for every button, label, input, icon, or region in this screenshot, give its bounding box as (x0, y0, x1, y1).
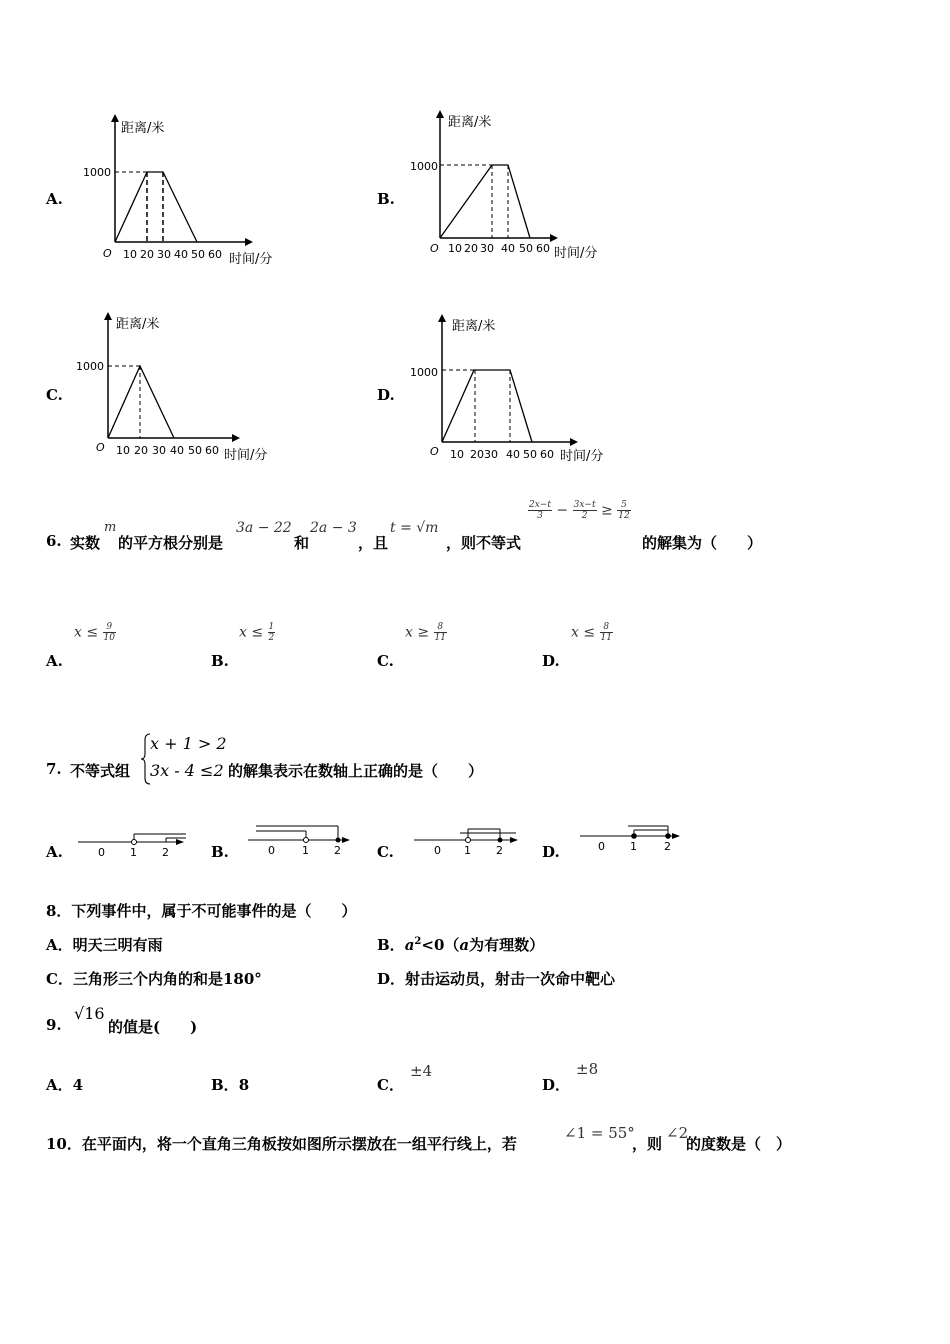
q5-b-xlabel: 时间/分 (554, 246, 598, 261)
q5-b-xt3: 30 (480, 242, 494, 255)
q6-b-den: 2 (268, 633, 275, 643)
q5-b-ytick: 1000 (410, 160, 438, 173)
q9-a-val: 4 (72, 1076, 84, 1094)
q6-text-1: 实数 (70, 534, 101, 552)
q5-a-xlabel: 时间/分 (229, 252, 273, 267)
q5-option-d-label[interactable]: D. (377, 386, 395, 404)
q5-d-xt6: 60 (540, 448, 554, 461)
q6-option-b-label[interactable]: B. (211, 652, 229, 670)
q6-c-den: 11 (434, 633, 446, 643)
q5-d-origin: O (430, 445, 439, 458)
q5-c-xt6: 60 (205, 444, 219, 457)
q6-expr-1: 3a − 22 (236, 520, 292, 536)
q6-a-den: 10 (103, 633, 115, 643)
q5-d-xt2: 20 (470, 448, 484, 461)
q9-stem: 的值是( ) (108, 1018, 198, 1036)
q6-ineq-d3: 12 (618, 511, 630, 521)
q5-c-xt5: 50 (188, 444, 202, 457)
q7-option-a-label[interactable]: A. (46, 843, 63, 861)
q6-ineq-minus: − (556, 502, 569, 519)
q5-d-ylabel: 距离/米 (452, 319, 496, 334)
q6-b-pre: x ≤ (239, 624, 264, 641)
q5-graph-a (83, 112, 285, 272)
q9-option-b[interactable] (211, 1074, 249, 1095)
q7-a-t2: 2 (162, 846, 169, 859)
q9-option-c-label[interactable]: C． (377, 1076, 404, 1094)
q10-text-1: 10．在平面内，将一个直角三角板按如图所示摆放在一组平行线上，若 (46, 1135, 517, 1153)
q5-a-xt4: 40 (174, 248, 188, 261)
q5-c-xt2: 20 (134, 444, 148, 457)
q7-number-line-a (76, 826, 196, 860)
q5-c-xt1: 10 (116, 444, 130, 457)
q7-number-line-b (246, 822, 366, 858)
q7-number-line-c (412, 824, 532, 858)
q7-number-line-d (578, 822, 698, 856)
q6-option-c-label[interactable]: C. (377, 652, 394, 670)
q8-b-rest: <0（ (421, 936, 460, 954)
q7-option-b-label[interactable]: B. (211, 843, 229, 861)
q5-b-ylabel: 距离/米 (448, 115, 492, 130)
q6-option-c-expr (405, 622, 447, 643)
q6-ineq-d2: 2 (581, 511, 588, 521)
q9-option-c-val: ±4 (410, 1062, 433, 1080)
q6-ineq-n3: 5 (617, 500, 630, 511)
q8-b-var: a (404, 936, 415, 954)
q5-c-ytick: 1000 (76, 360, 104, 373)
q9-a-letter: A． (46, 1076, 73, 1094)
q6-option-a-expr (74, 622, 116, 643)
q7-b-t1: 1 (302, 844, 309, 857)
q9-number: 9. (46, 1016, 62, 1034)
q6-c-pre: x ≥ (405, 624, 430, 641)
q7-d-t0: 0 (598, 840, 605, 853)
q6-d-pre: x ≤ (571, 624, 596, 641)
q6-text-2: 的平方根分别是 (118, 534, 224, 552)
q6-text-6: 的解集为（ ） (642, 534, 763, 552)
q7-c-t0: 0 (434, 844, 441, 857)
q5-d-xt5: 50 (523, 448, 537, 461)
q7-option-d-label[interactable]: D. (542, 843, 560, 861)
q8-b-end: 为有理数） (469, 936, 545, 954)
q6-ineq-d1: 3 (537, 511, 543, 521)
q5-a-xt5: 50 (191, 248, 205, 261)
q8-option-b[interactable] (377, 934, 544, 955)
q5-graph-c (76, 308, 282, 468)
q5-b-xt1: 10 (448, 242, 462, 255)
q5-c-xt4: 40 (170, 444, 184, 457)
q7-text-2: 的解集表示在数轴上正确的是（ ） (228, 762, 484, 780)
q5-a-xt6: 60 (208, 248, 222, 261)
q10-text-2: ，则 (632, 1135, 663, 1153)
q6-expr-2: 2a − 3 (310, 520, 357, 536)
q5-b-xt2: 20 (464, 242, 478, 255)
q6-ineq-ge: ≥ (601, 502, 613, 519)
q5-a-xt1: 10 (123, 248, 137, 261)
q6-a-num: 9 (103, 622, 116, 633)
q9-b-val: 8 (238, 1076, 250, 1094)
q6-b-num: 1 (268, 622, 275, 632)
q6-expr-3: t = √m (390, 520, 439, 536)
q8-option-c[interactable]: C．三角形三个内角的和是180° (46, 970, 262, 988)
q6-ineq-n2: 3x−t (573, 500, 596, 510)
q7-option-c-label[interactable]: C. (377, 843, 394, 861)
q6-option-b-expr (239, 622, 275, 643)
q6-ineq-n1: 2x−t (529, 500, 551, 510)
q8-option-d[interactable]: D．射击运动员，射击一次命中靶心 (377, 970, 616, 988)
q7-b-t2: 2 (334, 844, 341, 857)
q9-option-d-label[interactable]: D． (542, 1076, 571, 1094)
q5-d-xt4: 40 (506, 448, 520, 461)
q5-option-b-label[interactable]: B. (377, 190, 395, 208)
q5-c-xt3: 30 (152, 444, 166, 457)
q5-a-origin: O (103, 247, 112, 260)
q7-a-t1: 1 (130, 846, 137, 859)
q8-stem: 8．下列事件中，属于不可能事件的是（ ） (46, 902, 357, 920)
q6-c-num: 8 (434, 622, 447, 633)
q5-a-xt3: 30 (157, 248, 171, 261)
q6-option-d-expr (571, 622, 613, 643)
q6-d-num: 8 (600, 622, 613, 633)
q6-text-5: ，则不等式 (446, 534, 522, 552)
q7-d-t1: 1 (630, 840, 637, 853)
q6-a-pre: x ≤ (74, 624, 99, 641)
q10-angle-1: ∠1 = 55° (564, 1124, 635, 1142)
q5-c-ylabel: 距离/米 (116, 317, 160, 332)
q5-b-xt4: 40 (501, 242, 515, 255)
q6-option-a-label[interactable]: A. (46, 652, 63, 670)
q8-b-var2: a (459, 936, 470, 954)
q6-inequality (528, 500, 631, 521)
q8-b-sup: 2 (414, 936, 422, 947)
q5-c-origin: O (96, 441, 105, 454)
q8-option-a[interactable]: A．明天三明有雨 (46, 936, 163, 954)
q7-c-t2: 2 (496, 844, 503, 857)
q5-c-xlabel: 时间/分 (224, 448, 268, 463)
q9-option-d-val: ±8 (576, 1060, 599, 1078)
q7-c-t1: 1 (464, 844, 471, 857)
q6-m: m (104, 520, 117, 535)
q5-graph-b (410, 106, 610, 266)
q6-text-3: 和 (294, 534, 310, 552)
q5-b-xt5: 50 (519, 242, 533, 255)
q5-d-xt1: 10 (450, 448, 464, 461)
q5-a-ytick: 1000 (83, 166, 111, 179)
q5-a-xt2: 20 (140, 248, 154, 261)
q5-a-ylabel: 距离/米 (121, 121, 165, 136)
q5-b-xt6: 60 (536, 242, 550, 255)
q7-system-line-2: 3x - 4 ≤2 (150, 761, 224, 780)
q9-sqrt: √16 (74, 1004, 105, 1023)
q7-d-t2: 2 (664, 840, 671, 853)
q7-system-line-1: x + 1 > 2 (150, 734, 227, 753)
q5-d-ytick: 1000 (410, 366, 438, 379)
q5-option-a-label[interactable]: A. (46, 190, 63, 208)
q8-b-letter: B． (377, 936, 405, 954)
q5-d-xt3: 30 (484, 448, 498, 461)
q5-d-xlabel: 时间/分 (560, 449, 604, 464)
q7-text-1: 不等式组 (70, 762, 131, 780)
q5-graph-d (410, 310, 612, 470)
q6-number: 6. (46, 532, 62, 550)
q9-option-a[interactable] (46, 1074, 83, 1095)
q6-text-4: ，且 (358, 534, 389, 552)
q7-a-t0: 0 (98, 846, 105, 859)
q10-text-3: 的度数是（ ） (686, 1135, 792, 1153)
q7-b-t0: 0 (268, 844, 275, 857)
q7-number: 7. (46, 760, 62, 778)
q6-d-den: 11 (600, 633, 612, 643)
q10-angle-2: ∠2 (666, 1124, 689, 1142)
q5-b-origin: O (430, 242, 439, 255)
q6-option-d-label[interactable]: D. (542, 652, 560, 670)
q9-b-letter: B． (211, 1076, 239, 1094)
q5-option-c-label[interactable]: C. (46, 386, 63, 404)
